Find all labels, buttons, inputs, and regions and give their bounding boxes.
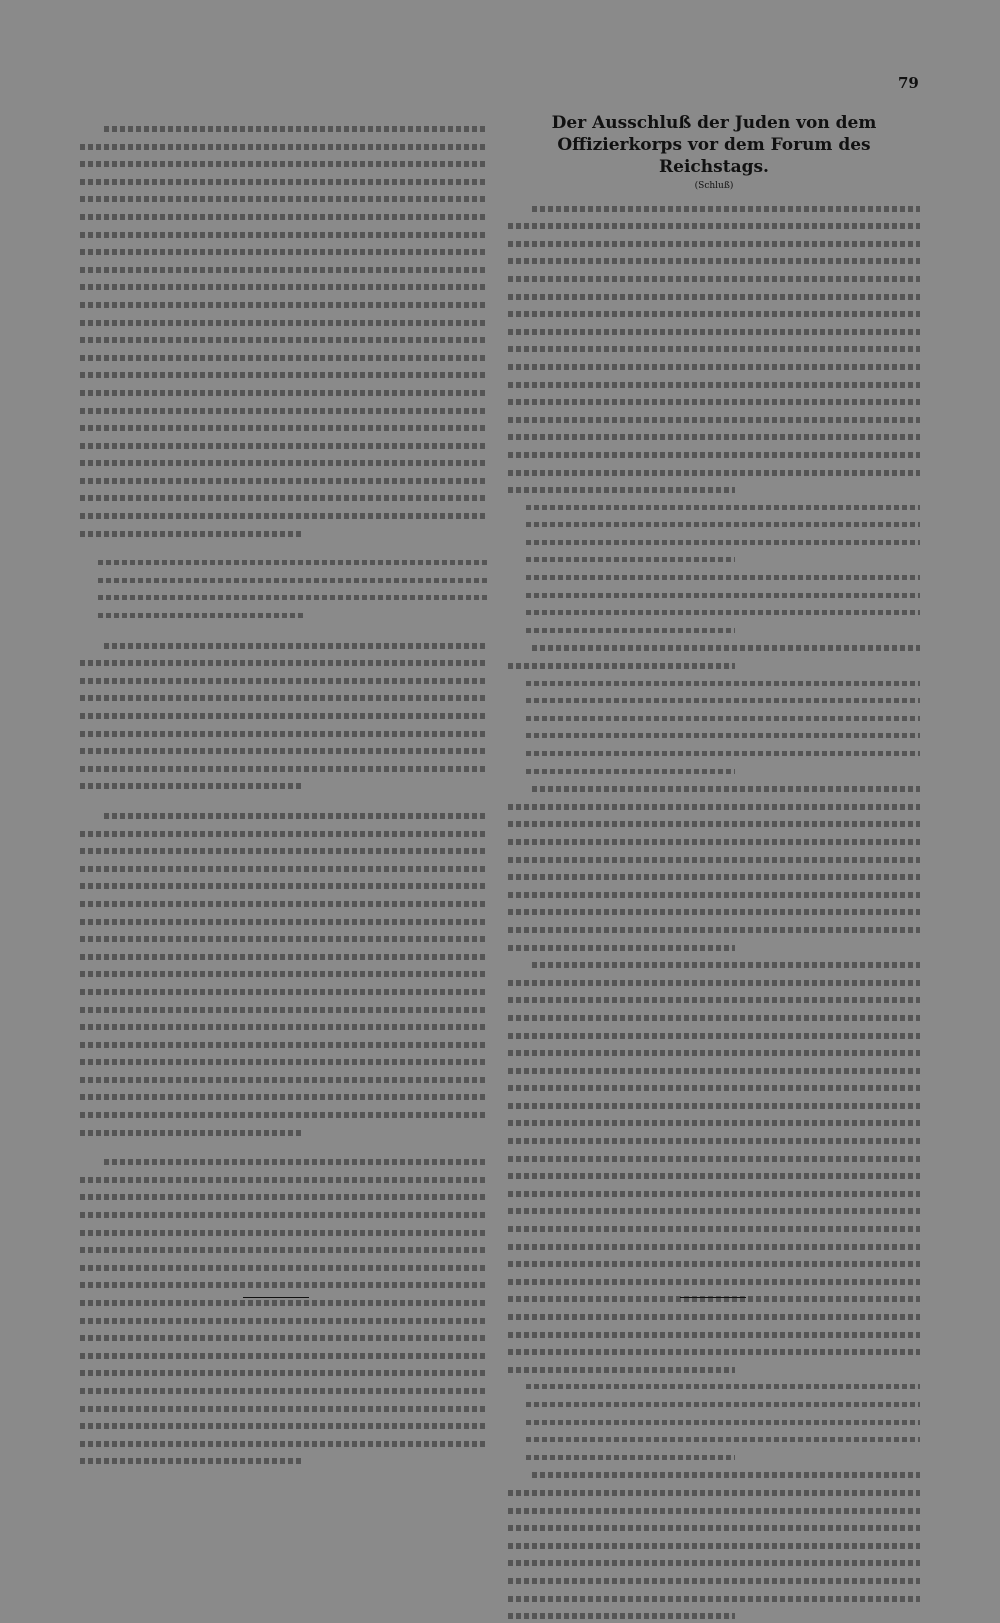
text-line [508, 972, 920, 990]
text-line [508, 1095, 920, 1113]
text-line [508, 1165, 920, 1183]
text-line [508, 1060, 920, 1078]
text-line [508, 919, 920, 937]
text-line [80, 840, 488, 858]
text-line [508, 1552, 920, 1570]
text-line [80, 1086, 488, 1104]
text-line [508, 1025, 920, 1043]
text-line [508, 250, 920, 268]
text-line [508, 1394, 920, 1412]
text-line [80, 1034, 488, 1052]
text-line [80, 893, 488, 911]
text-line [508, 849, 920, 867]
page-number: 79 [898, 74, 919, 92]
text-line [80, 1415, 488, 1433]
text-line [80, 946, 488, 964]
text-line [80, 118, 488, 136]
text-line [80, 587, 488, 605]
text-line [508, 1218, 920, 1236]
text-line [508, 796, 920, 814]
paragraph [508, 954, 920, 1376]
text-line [508, 1464, 920, 1482]
text-line [80, 740, 488, 758]
text-line [508, 215, 920, 233]
text-line [508, 778, 920, 796]
text-line [80, 364, 488, 382]
text-line [508, 1412, 920, 1430]
text-line [80, 452, 488, 470]
text-line [80, 981, 488, 999]
text-line [508, 268, 920, 286]
text-line [80, 758, 488, 776]
text-line [508, 1077, 920, 1095]
text-line [508, 1588, 920, 1606]
text-line [508, 1605, 920, 1623]
text-line [80, 206, 488, 224]
text-line [80, 312, 488, 330]
text-line [80, 687, 488, 705]
article-subhead: (Schluß) [694, 181, 734, 191]
text-line [508, 321, 920, 339]
text-line [508, 637, 920, 655]
text-line [508, 1359, 920, 1377]
paragraph [80, 635, 488, 793]
text-line [508, 1324, 920, 1342]
text-line [80, 1345, 488, 1363]
text-line [80, 723, 488, 741]
text-line [508, 479, 920, 497]
text-line [80, 805, 488, 823]
text-line [80, 652, 488, 670]
text-line [80, 382, 488, 400]
text-line [80, 1398, 488, 1416]
text-line [80, 1051, 488, 1069]
text-line [508, 1007, 920, 1025]
text-line [80, 487, 488, 505]
text-line [508, 831, 920, 849]
text-line [508, 532, 920, 550]
text-line [508, 1429, 920, 1447]
text-line [508, 426, 920, 444]
text-line [508, 655, 920, 673]
text-line [508, 884, 920, 902]
text-line [80, 999, 488, 1017]
text-line [80, 1362, 488, 1380]
paragraph [508, 198, 920, 497]
quote-block [508, 673, 920, 779]
article-body [508, 198, 920, 1623]
text-line [80, 911, 488, 929]
text-line [80, 153, 488, 171]
text-line [508, 462, 920, 480]
paragraph [508, 778, 920, 954]
text-line [508, 1306, 920, 1324]
text-line [80, 400, 488, 418]
text-line [508, 1447, 920, 1465]
text-line [80, 294, 488, 312]
text-line [80, 552, 488, 570]
end-rule-right [680, 1297, 746, 1298]
text-line [508, 1130, 920, 1148]
text-line [80, 347, 488, 365]
paragraph [80, 805, 488, 1139]
text-line [508, 549, 920, 567]
text-line [508, 1042, 920, 1060]
text-line [80, 1122, 488, 1140]
text-line [80, 1104, 488, 1122]
text-line [508, 989, 920, 1007]
text-line [508, 673, 920, 691]
text-line [80, 523, 488, 541]
text-line [508, 1112, 920, 1130]
text-line [508, 286, 920, 304]
text-line [508, 198, 920, 216]
text-line [508, 901, 920, 919]
text-line [508, 356, 920, 374]
text-line [80, 188, 488, 206]
text-line [508, 725, 920, 743]
text-line [508, 1253, 920, 1271]
text-line [80, 635, 488, 653]
quote-block [508, 497, 920, 567]
text-line [80, 1310, 488, 1328]
text-line [508, 567, 920, 585]
text-line [80, 417, 488, 435]
text-line [508, 374, 920, 392]
text-line [80, 1222, 488, 1240]
text-line [80, 775, 488, 793]
paragraph [508, 637, 920, 672]
text-line [508, 708, 920, 726]
text-line [80, 963, 488, 981]
text-line [508, 409, 920, 427]
text-line [508, 937, 920, 955]
text-line [80, 670, 488, 688]
text-line [80, 259, 488, 277]
text-line [80, 1274, 488, 1292]
paragraph [80, 1151, 488, 1468]
text-line [80, 1239, 488, 1257]
text-line [508, 303, 920, 321]
text-line [80, 858, 488, 876]
text-line [80, 171, 488, 189]
text-line [508, 1376, 920, 1394]
text-line [508, 1236, 920, 1254]
text-line [80, 1069, 488, 1087]
text-line [80, 705, 488, 723]
text-line [508, 444, 920, 462]
text-line [80, 1292, 488, 1310]
text-line [508, 1271, 920, 1289]
text-line [80, 928, 488, 946]
text-line [508, 602, 920, 620]
quote-block [80, 552, 488, 622]
text-line [80, 1016, 488, 1034]
text-line [80, 1151, 488, 1169]
text-line [80, 1380, 488, 1398]
text-line [80, 435, 488, 453]
left-column [80, 118, 488, 1468]
text-line [80, 1204, 488, 1222]
text-line [508, 813, 920, 831]
text-line [508, 1183, 920, 1201]
text-line [80, 875, 488, 893]
end-rule-left [243, 1297, 309, 1298]
text-line [80, 329, 488, 347]
text-line [80, 1450, 488, 1468]
text-line [508, 620, 920, 638]
paragraph [80, 118, 488, 540]
text-line [508, 1517, 920, 1535]
quote-block [508, 567, 920, 637]
text-line [508, 391, 920, 409]
article-headline: Der Ausschluß der Juden von dem Offizierkorps vor dem Forum des Reichstags. [551, 113, 877, 177]
text-line [80, 136, 488, 154]
text-line [508, 1500, 920, 1518]
text-line [80, 241, 488, 259]
text-line [80, 470, 488, 488]
text-line [80, 605, 488, 623]
text-line [508, 1200, 920, 1218]
text-line [508, 954, 920, 972]
text-line [508, 743, 920, 761]
text-line [80, 276, 488, 294]
text-line [508, 1482, 920, 1500]
text-line [508, 761, 920, 779]
text-line [508, 1535, 920, 1553]
right-column [508, 112, 920, 1623]
text-line [80, 1257, 488, 1275]
text-line [80, 505, 488, 523]
text-line [80, 1327, 488, 1345]
text-line [80, 224, 488, 242]
text-line [508, 514, 920, 532]
text-line [80, 570, 488, 588]
paragraph [508, 1464, 920, 1622]
text-line [80, 1186, 488, 1204]
text-line [508, 585, 920, 603]
text-line [80, 1169, 488, 1187]
text-line [80, 823, 488, 841]
text-line [508, 233, 920, 251]
text-line [508, 690, 920, 708]
text-line [80, 1433, 488, 1451]
text-line [508, 1148, 920, 1166]
text-line [508, 497, 920, 515]
text-line [508, 866, 920, 884]
text-line [508, 1570, 920, 1588]
text-line [508, 338, 920, 356]
quote-block [508, 1376, 920, 1464]
text-line [508, 1341, 920, 1359]
